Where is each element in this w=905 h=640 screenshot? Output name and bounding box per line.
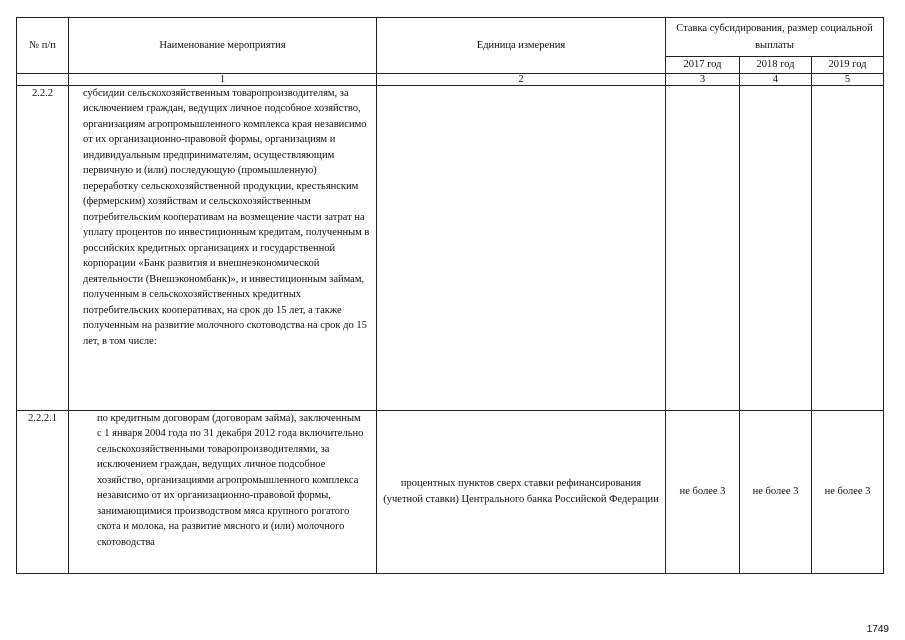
header-row-main (17, 18, 884, 57)
table-row (17, 85, 884, 410)
header-unit: Единица измерения (377, 18, 666, 74)
value-2018 (740, 85, 812, 410)
column-number-cell: 1 (69, 73, 377, 85)
unit-cell: процентных пунктов сверх ставки рефинансирования (учетной ставки) Центрального банка Российской Федерации (377, 410, 666, 573)
value-2018: не более 3 (740, 410, 812, 573)
measure-description: по кредитным договорам (договорам займа), заключенным с 1 января 2004 года по 31 декабря 2012 года включительно сельскохозяйственными товаропроизводителями, за исключением граждан, ведущих личное подсобное хозяйство, организациями агропромышленного комплекса независимо от их организационно-правовой формы, занимающимися производством мяса крупного рогатого скота и молока, на развитие мясного и (или) молочного скотоводства (69, 410, 377, 573)
column-number-cell: 3 (666, 73, 740, 85)
header-year-2018: 2018 год (740, 57, 812, 74)
column-number-cell (17, 73, 69, 85)
value-2019 (812, 85, 884, 410)
page-number: 1749 (866, 624, 889, 635)
row-number: 2.2.2 (17, 85, 69, 410)
column-number-cell: 4 (740, 73, 812, 85)
document-table-container (16, 17, 884, 574)
value-2017: не более 3 (666, 410, 740, 573)
header-measure-name: Наименование мероприятия (69, 18, 377, 74)
value-2017 (666, 85, 740, 410)
header-subsidy-rate: Ставка субсидирования, размер социальной выплаты (666, 18, 884, 57)
row-number: 2.2.2.1 (17, 410, 69, 573)
column-numbers-row (17, 73, 884, 85)
column-number-cell: 2 (377, 73, 666, 85)
unit-cell (377, 85, 666, 410)
subsidy-rates-table (16, 17, 884, 574)
column-number-cell: 5 (812, 73, 884, 85)
table-row (17, 410, 884, 573)
header-year-2017: 2017 год (666, 57, 740, 74)
header-row-number: № п/п (17, 18, 69, 74)
measure-description: субсидии сельскохозяйственным товаропроизводителям, за исключением граждан, ведущих личное подсобное хозяйство, организациям агропромышленного комплекса края независимо от их организационно-правовой формы, организациям и индивидуальным предпринимателям, осуществляющим первичную и (или) последующую (промышленную) переработку сельскохозяйственной продукции, крестьянским (фермерским) хозяйствам и сельскохозяйственным потребительским кооперативам на возмещение части затрат на уплату процентов по инвестиционным кредитам, полученным в российских кредитных организациях и государственной корпорации «Банк развития и внешнеэкономической деятельности (Внешэкономбанк)», и инвестиционным займам, полученным в сельскохозяйственных кредитных потребительских кооперативах, на срок до 15 лет, а также полученным на развитие молочного скотоводства на срок до 15 лет, в том числе: (69, 85, 377, 410)
value-2019: не более 3 (812, 410, 884, 573)
header-year-2019: 2019 год (812, 57, 884, 74)
